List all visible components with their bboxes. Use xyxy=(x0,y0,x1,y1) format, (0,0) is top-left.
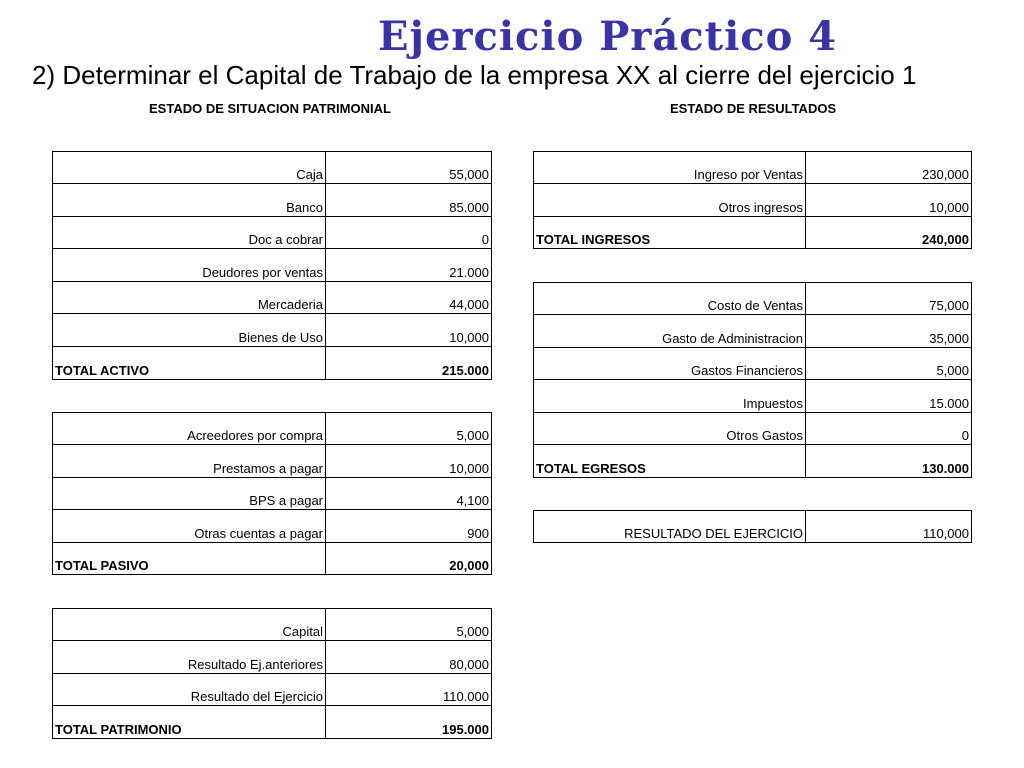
patrimonio-row xyxy=(52,608,492,641)
activo-row xyxy=(52,249,492,282)
table-activo xyxy=(52,151,492,379)
row-value: 195.000 xyxy=(326,706,492,739)
row-label: TOTAL PASIVO xyxy=(52,542,326,575)
egresos-row xyxy=(533,347,972,380)
row-value: 44,000 xyxy=(326,281,492,314)
slide-title: Ejercicio Práctico 4 xyxy=(378,13,838,60)
row-label: Otros ingresos xyxy=(533,184,806,217)
row-label: Capital xyxy=(52,608,326,641)
row-label: Gasto de Administracion xyxy=(533,315,806,348)
row-value: 230,000 xyxy=(806,151,972,184)
patrimonio-row xyxy=(52,706,492,739)
row-value: 85.000 xyxy=(326,184,492,217)
ingresos-row xyxy=(533,151,972,184)
activo-row xyxy=(52,347,492,380)
row-value: 80,000 xyxy=(326,641,492,674)
row-label: Bienes de Uso xyxy=(52,314,326,347)
row-value: 215.000 xyxy=(326,347,492,380)
row-value: 10,000 xyxy=(806,184,972,217)
activo-row xyxy=(52,314,492,347)
row-label: Ingreso por Ventas xyxy=(533,151,806,184)
resultado-row xyxy=(533,510,972,543)
row-value: 75,000 xyxy=(806,282,972,315)
patrimonio-row xyxy=(52,673,492,706)
table-egresos xyxy=(533,282,972,478)
row-value: 20,000 xyxy=(326,542,492,575)
pasivo-row xyxy=(52,510,492,543)
row-value: 21.000 xyxy=(326,249,492,282)
row-value: 4,100 xyxy=(326,477,492,510)
row-label: Acreedores por compra xyxy=(52,412,326,445)
row-label: Resultado Ej.anteriores xyxy=(52,641,326,674)
ingresos-row xyxy=(533,216,972,249)
row-value: 5,000 xyxy=(806,347,972,380)
row-value: 900 xyxy=(326,510,492,543)
section-title-patrimonial: ESTADO DE SITUACION PATRIMONIAL xyxy=(149,101,391,116)
row-label: Otros Gastos xyxy=(533,412,806,445)
table-ingresos xyxy=(533,151,972,249)
row-value: 5,000 xyxy=(326,412,492,445)
egresos-row xyxy=(533,282,972,315)
row-value: 240,000 xyxy=(806,216,972,249)
pasivo-row xyxy=(52,477,492,510)
slide-subtitle: 2) Determinar el Capital de Trabajo de la empresa XX al cierre del ejercicio 1 xyxy=(32,60,917,90)
row-label: TOTAL EGRESOS xyxy=(533,445,806,478)
row-label: TOTAL INGRESOS xyxy=(533,216,806,249)
activo-row xyxy=(52,281,492,314)
table-pasivo xyxy=(52,412,492,575)
egresos-row xyxy=(533,315,972,348)
row-label: Costo de Ventas xyxy=(533,282,806,315)
row-label: Impuestos xyxy=(533,380,806,413)
row-value: 0 xyxy=(806,412,972,445)
row-value: 130.000 xyxy=(806,445,972,478)
section-title-resultados: ESTADO DE RESULTADOS xyxy=(670,101,837,116)
row-label: Otras cuentas a pagar xyxy=(52,510,326,543)
row-label: BPS a pagar xyxy=(52,477,326,510)
egresos-row xyxy=(533,412,972,445)
table-patrimonio xyxy=(52,608,492,738)
table-resultado xyxy=(533,510,972,543)
row-label: Mercaderia xyxy=(52,281,326,314)
row-label: Prestamos a pagar xyxy=(52,445,326,478)
pasivo-row xyxy=(52,412,492,445)
row-label: TOTAL PATRIMONIO xyxy=(52,706,326,739)
row-value: 110.000 xyxy=(326,673,492,706)
row-value: 0 xyxy=(326,216,492,249)
patrimonio-row xyxy=(52,641,492,674)
row-value: 5,000 xyxy=(326,608,492,641)
row-label: TOTAL ACTIVO xyxy=(52,347,326,380)
row-label: Banco xyxy=(52,184,326,217)
activo-row xyxy=(52,216,492,249)
row-value: 110,000 xyxy=(806,510,972,543)
egresos-row xyxy=(533,445,972,478)
row-label: Caja xyxy=(52,151,326,184)
row-label: Resultado del Ejercicio xyxy=(52,673,326,706)
row-label: Doc a cobrar xyxy=(52,216,326,249)
pasivo-row xyxy=(52,445,492,478)
row-value: 10,000 xyxy=(326,445,492,478)
pasivo-row xyxy=(52,542,492,575)
row-value: 35,000 xyxy=(806,315,972,348)
egresos-row xyxy=(533,380,972,413)
row-value: 10,000 xyxy=(326,314,492,347)
row-value: 55,000 xyxy=(326,151,492,184)
row-label: Gastos Financieros xyxy=(533,347,806,380)
row-label: RESULTADO DEL EJERCICIO xyxy=(533,510,806,543)
row-value: 15.000 xyxy=(806,380,972,413)
ingresos-row xyxy=(533,184,972,217)
activo-row xyxy=(52,151,492,184)
row-label: Deudores por ventas xyxy=(52,249,326,282)
activo-row xyxy=(52,184,492,217)
